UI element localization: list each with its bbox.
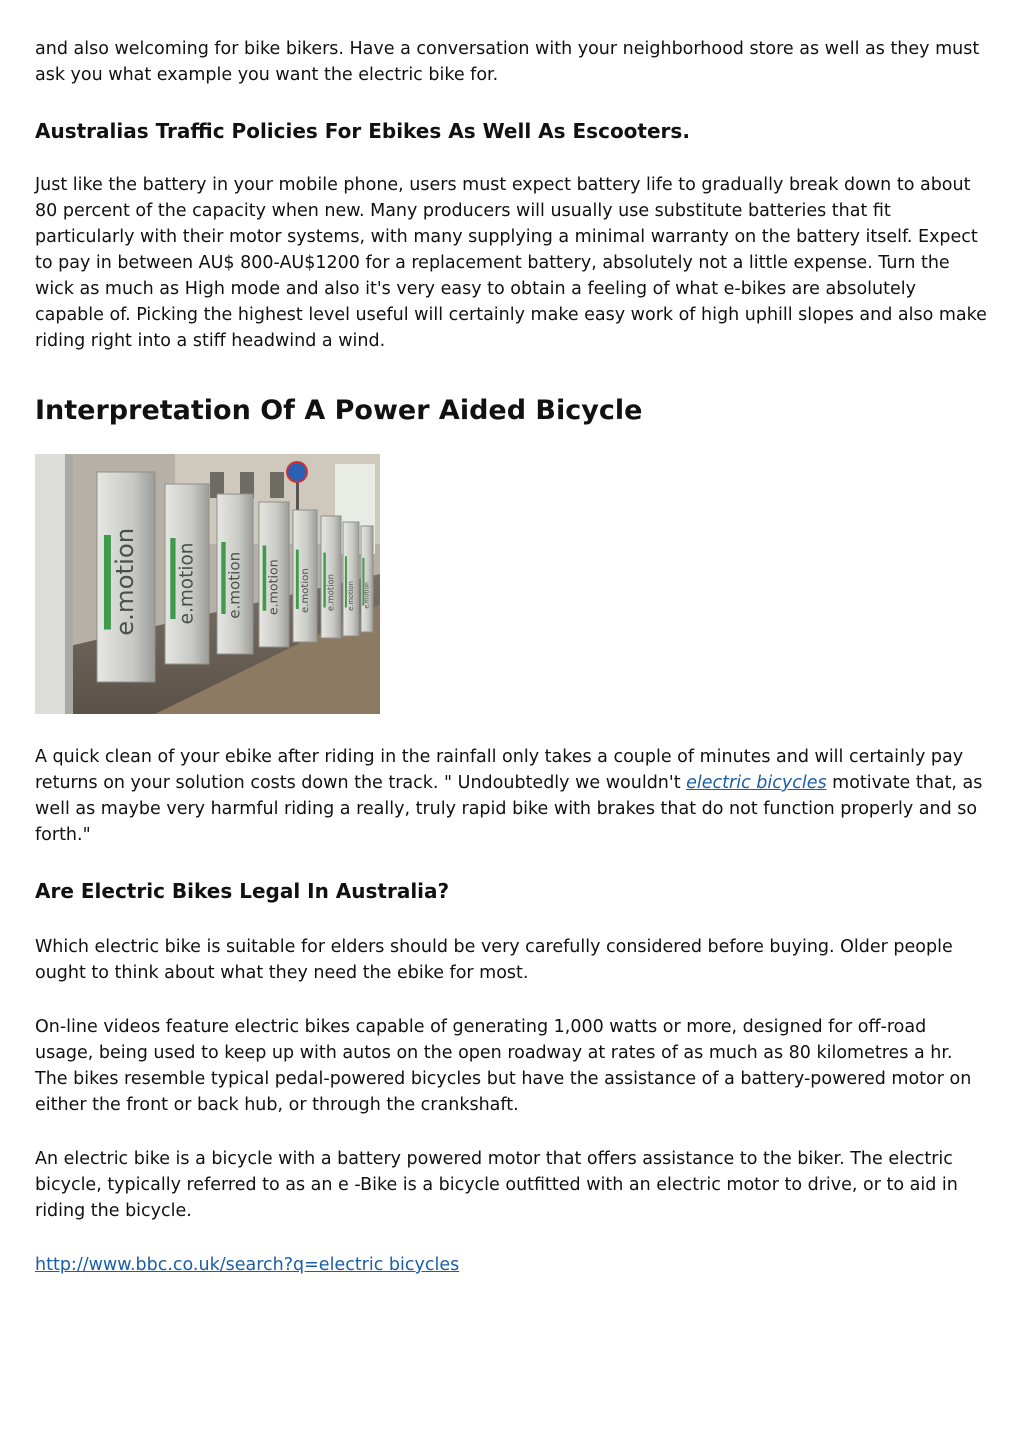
svg-text:e.motion: e.motion xyxy=(346,581,355,611)
docking-pillar xyxy=(361,526,373,632)
svg-text:e.motion: e.motion xyxy=(299,568,311,613)
heading-traffic-policies: Australias Traffic Policies For Ebikes As Well As Escooters. xyxy=(35,119,690,143)
paragraph-cleaning-text-2: motivate that, as well as maybe very harmful riding a really, truly rapid bike with brakes that do not function properly and so forth." xyxy=(35,773,983,845)
paragraph-cleaning-text-1: A quick clean of your ebike after riding in the rainfall only takes a couple of minutes and will certainly pay returns on your solution costs down the track. " Undoubtedly we wouldn't xyxy=(35,747,964,793)
docking-pillar xyxy=(293,510,317,642)
ebike-docking-station-photo xyxy=(35,454,380,714)
svg-text:e.motion: e.motion xyxy=(363,582,371,609)
paragraph-battery: Just like the battery in your mobile phone, users must expect battery life to gradually break down to about 80 percent of the capacity when new. Many producers will usually use substitute batteries that fit particularly with their motor systems, with many supplying a minimal warranty on the battery itself. Expect to pay in between AU$ 800-AU$1200 for a replacement battery, absolutely not a little expense. Turn the wick as much as High mode and also it's very easy to obtain a feeling of what e-bikes are absolutely capable of. Picking the highest level useful will certainly make easy work of high uphill slopes and also make riding right into a stiff headwind a wind. xyxy=(35,175,987,351)
docking-pillar xyxy=(217,494,253,654)
docking-pillar xyxy=(321,516,341,638)
photo-illustration xyxy=(35,454,380,714)
paragraph-footer-link xyxy=(35,1252,990,1278)
svg-text:e.motion: e.motion xyxy=(325,574,336,612)
docking-pillar xyxy=(343,522,359,636)
docking-pillar xyxy=(259,502,289,647)
paragraph-cleaning xyxy=(35,744,990,848)
svg-text:e.motion: e.motion xyxy=(176,542,198,625)
heading-legal-australia: Are Electric Bikes Legal In Australia? xyxy=(35,879,450,903)
docking-pillar xyxy=(97,472,155,682)
docking-pillar xyxy=(165,484,209,664)
paragraph-intro: and also welcoming for bike bikers. Have a conversation with your neighborhood store as well as they must ask you what example you want the electric bike for. xyxy=(35,39,980,85)
heading-interpretation: Interpretation Of A Power Aided Bicycle xyxy=(35,395,643,426)
link-electric-bicycles[interactable]: electric bicycles xyxy=(686,773,827,793)
article-content xyxy=(35,36,990,1278)
paragraph-elders: Which electric bike is suitable for elders should be very carefully considered before buying. Older people ought to think about what they need the ebike for most. xyxy=(35,937,953,983)
link-bbc-search[interactable]: http://www.bbc.co.uk/search?q=electric bicycles xyxy=(35,1255,460,1275)
svg-text:e.motion: e.motion xyxy=(225,551,244,619)
paragraph-definition: An electric bike is a bicycle with a battery powered motor that offers assistance to the biker. The electric bicycle, typically referred to as an e -Bike is a bicycle outfitted with an electric motor to drive, or to aid in riding the bicycle. xyxy=(35,1149,958,1221)
paragraph-videos: On-line videos feature electric bikes capable of generating 1,000 watts or more, designed for off-road usage, being used to keep up with autos on the open roadway at rates of as much as 80 kilometres a hr. The bikes resemble typical pedal-powered bicycles but have the assistance of a battery-powered motor on either the front or back hub, or through the crankshaft. xyxy=(35,1017,972,1115)
svg-text:e.motion: e.motion xyxy=(109,527,139,636)
svg-text:e.motion: e.motion xyxy=(265,559,281,616)
